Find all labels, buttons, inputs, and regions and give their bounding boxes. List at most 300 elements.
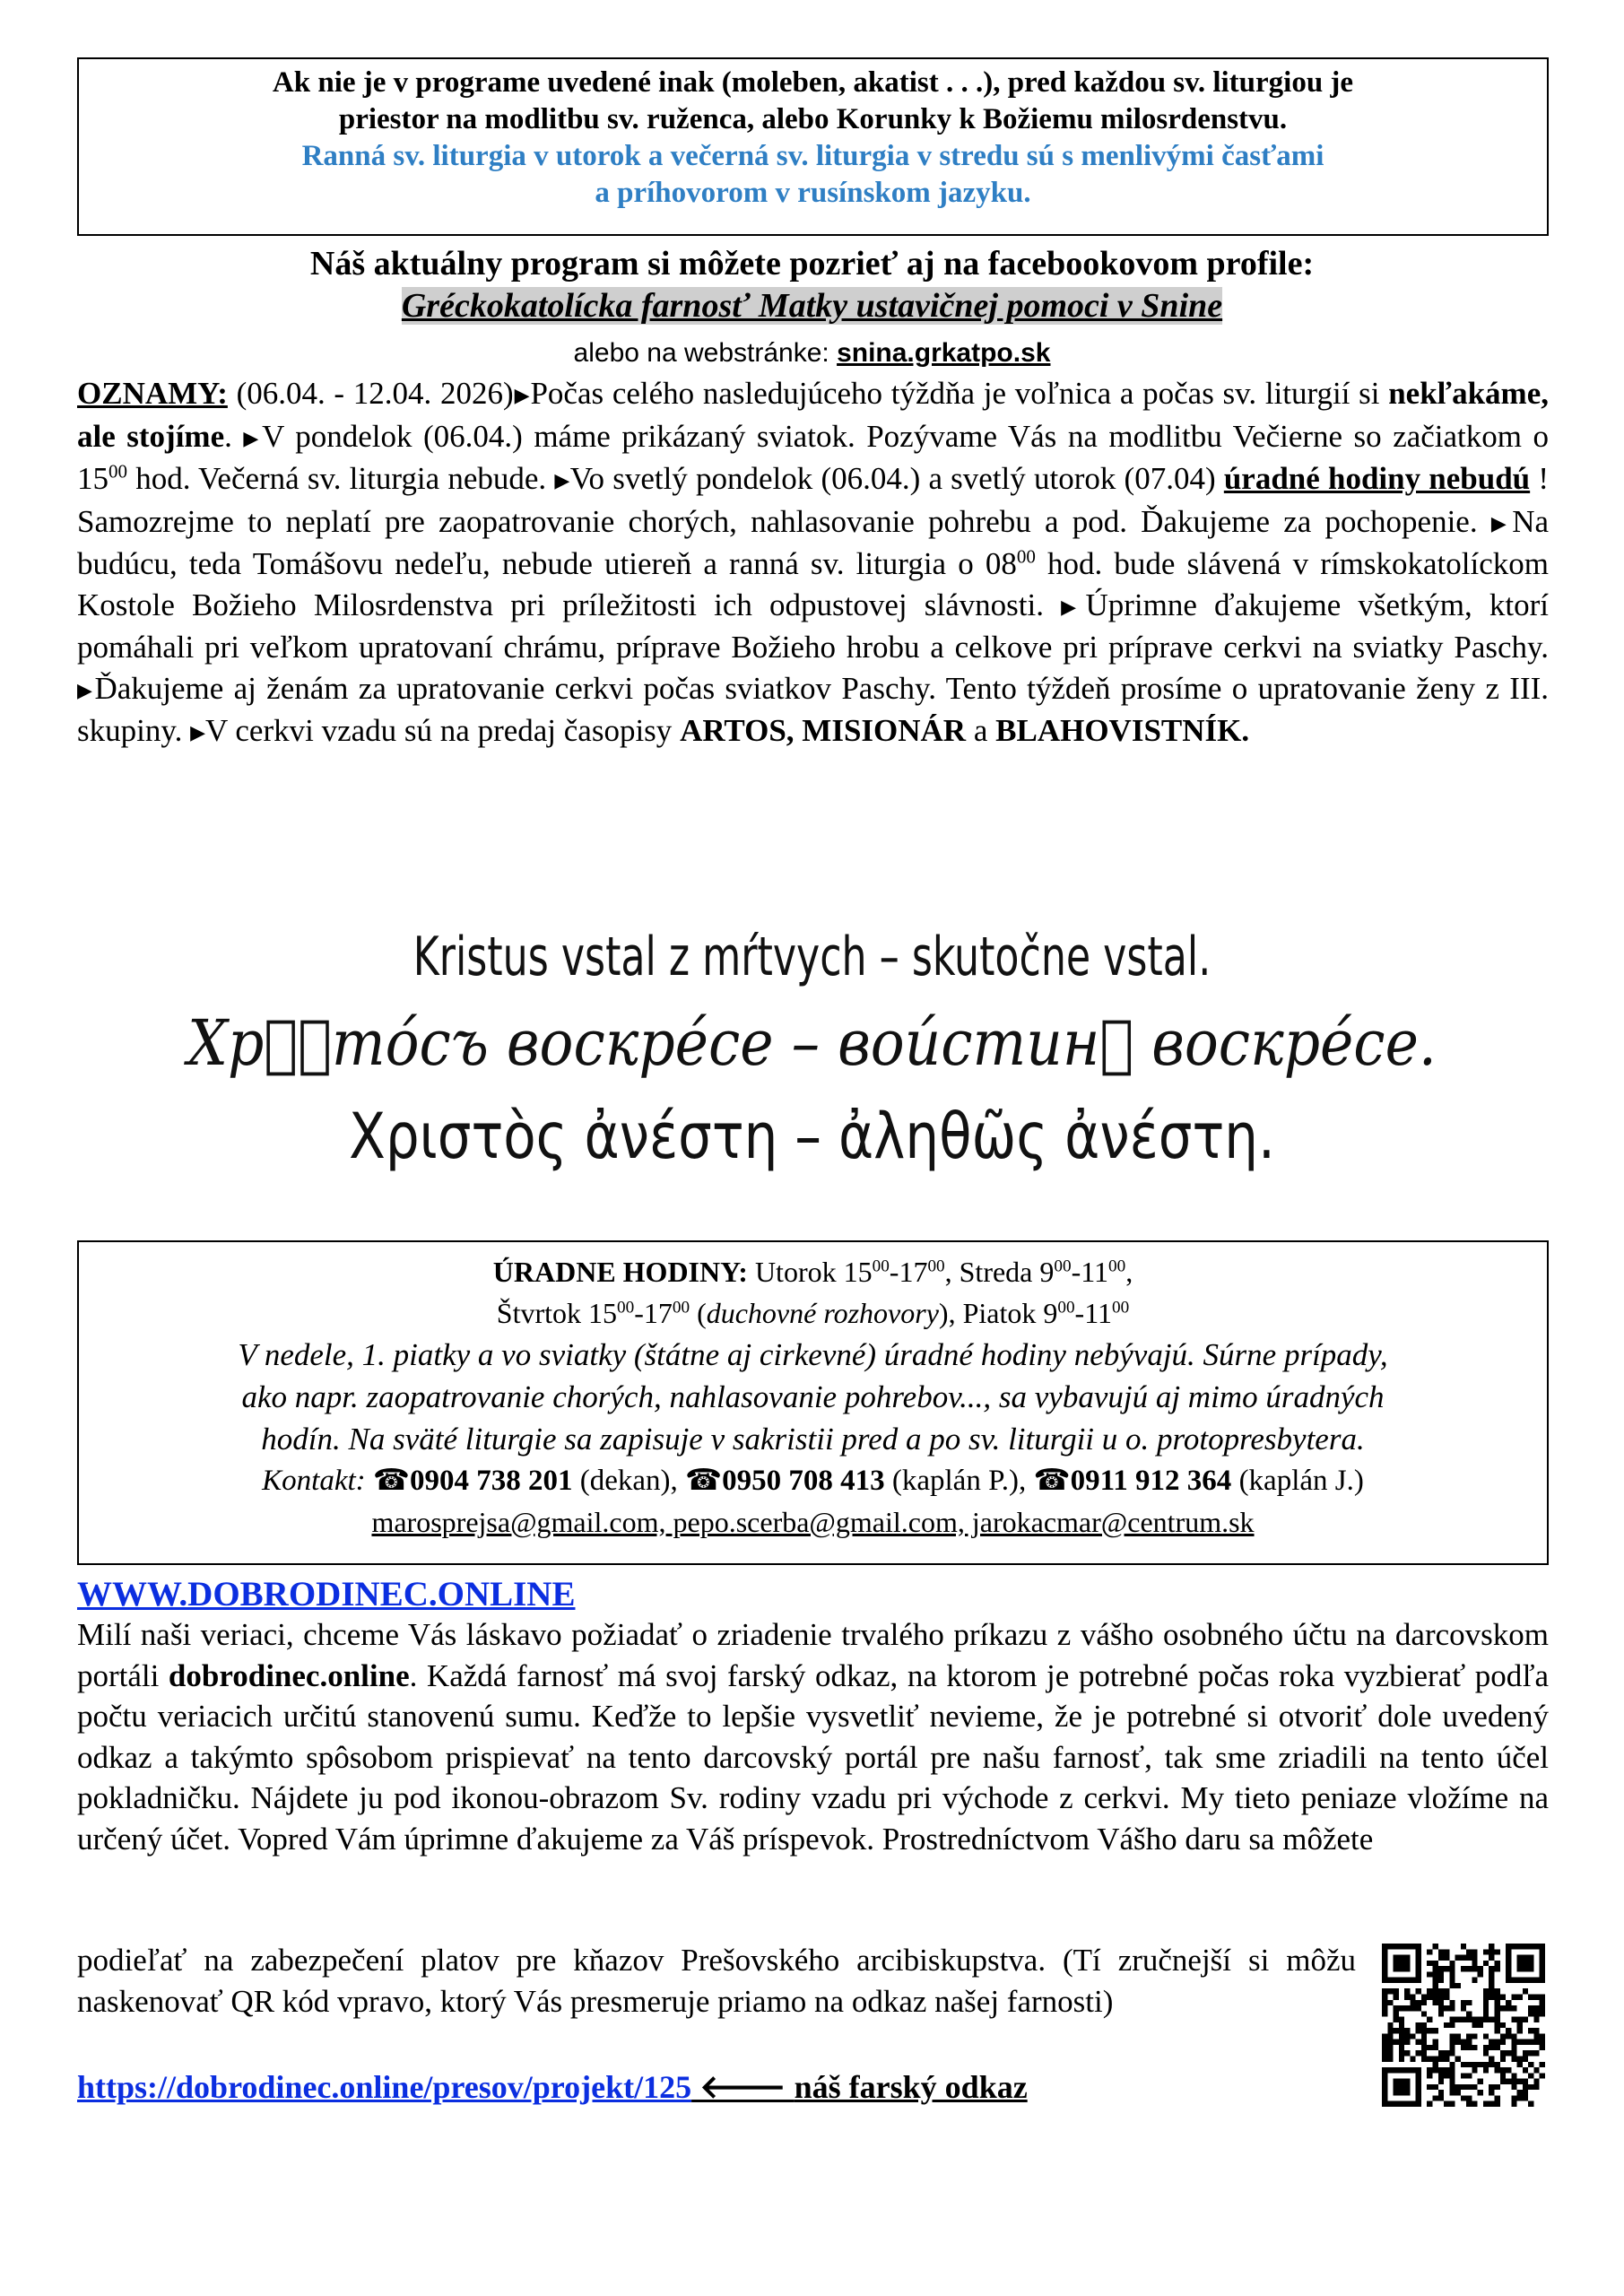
facebook-profile-link[interactable]: Gréckokatolícka farnosť Matky ustavičnej pomoci v Snine [401, 287, 1223, 325]
qr-module [1421, 2045, 1427, 2050]
qr-module [1506, 1944, 1511, 1983]
qr-module [1466, 2045, 1472, 2050]
qr-module [1438, 2090, 1444, 2095]
qr-module [1382, 2045, 1387, 2050]
qr-module [1540, 2033, 1545, 2039]
qr-code [1382, 1944, 1545, 2107]
web-prefix: alebo na webstránke: [573, 338, 838, 368]
qr-module [1500, 2067, 1506, 2073]
qr-module [1455, 2017, 1461, 2022]
contact-line [79, 1460, 1547, 1501]
qr-module [1387, 1988, 1393, 1994]
qr-module [1382, 2057, 1387, 2062]
qr-module [1427, 1961, 1432, 1966]
qr-module [1517, 2079, 1523, 2084]
time: -11 [1071, 1256, 1109, 1288]
qr-module [1523, 2017, 1528, 2022]
qr-module [1416, 2067, 1421, 2107]
qr-module [1483, 1994, 1489, 1999]
phone-dekan[interactable]: 0904 738 201 [409, 1465, 573, 1497]
superscript: 00 [672, 1298, 690, 1318]
qr-module [1489, 2062, 1494, 2067]
qr-module [1489, 2045, 1494, 2050]
qr-module [1528, 2011, 1533, 2016]
dobrodinec-text-2: podieľať na zabezpečení platov pre kňazov Prešovského arcibiskupstva. (Tí zručnejší si môžu naskenovať QR kód vpravo, ktorý Vás presmeruje priamo na odkaz našej farnosti) [77, 1943, 1356, 2019]
phone-kaplan-j[interactable]: 0911 912 364 [1070, 1465, 1232, 1497]
announcement-2: V pondelok (06.04.) máme prikázaný sviatok. Pozývame Vás na modlitbu Večierne so začiatkom o 15 [77, 418, 1550, 496]
qr-module [1427, 2028, 1432, 2033]
qr-module [1528, 1994, 1533, 1999]
qr-module [1523, 2079, 1528, 2084]
office-hours-line-2: Štvrtok $15^{00}-17^{00}$ (duchovné rozhovory), Piatok $9^{00}-11^{00}$ [496, 1297, 1130, 1329]
qr-module [1461, 1944, 1466, 1949]
qr-module [1472, 2084, 1477, 2090]
qr-module [1387, 2050, 1393, 2056]
qr-module [1483, 2000, 1489, 2005]
qr-module [1540, 2000, 1545, 2005]
qr-module [1506, 1978, 1545, 1983]
dobrodinec-title[interactable]: WWW.DOBRODINEC.ONLINE [77, 1575, 576, 1613]
qr-module [1483, 2045, 1489, 2050]
qr-module [1500, 2005, 1506, 2011]
qr-module [1432, 1994, 1437, 1999]
qr-module [1528, 2028, 1533, 2033]
qr-module [1489, 1994, 1494, 1999]
superscript: 00 [617, 1298, 635, 1318]
qr-module [1466, 2000, 1472, 2005]
qr-module [1394, 2028, 1399, 2033]
qr-module [1466, 2101, 1472, 2107]
superscript: 00 [1016, 545, 1036, 568]
qr-module [1517, 2022, 1523, 2028]
qr-module [1449, 1971, 1455, 1977]
qr-module [1533, 2017, 1539, 2022]
qr-module [1500, 2033, 1506, 2039]
emails-line [79, 1501, 1547, 1543]
qr-module [1495, 2062, 1500, 2067]
qr-module [1432, 2062, 1437, 2067]
qr-module [1489, 2057, 1494, 2062]
qr-module [1466, 2084, 1472, 2090]
role: (dekan), [572, 1465, 686, 1497]
greeting-greek: Χριστὸς ἀνέστη – ἀληθῶς ἀνέστη. [349, 1100, 1275, 1173]
office-note-1: V nedele, 1. piatky a vo sviatky (štátne aj cirkevné) úradné hodiny nebývajú. Súrne prípady, [238, 1337, 1388, 1372]
qr-module [1399, 2057, 1404, 2062]
qr-module [1528, 2073, 1533, 2078]
qr-module [1478, 1971, 1483, 1977]
qr-module [1438, 1966, 1444, 1971]
qr-module [1444, 2005, 1449, 2011]
qr-module [1449, 2033, 1455, 2039]
qr-module [1483, 2062, 1489, 2067]
qr-module [1427, 2057, 1432, 2062]
qr-module [1399, 2005, 1404, 2011]
qr-module [1382, 2050, 1387, 2056]
qr-module [1540, 1944, 1545, 1983]
qr-module [1478, 2017, 1483, 2022]
qr-module [1394, 1955, 1411, 1972]
qr-module [1438, 2095, 1444, 2100]
qr-module [1438, 2073, 1444, 2078]
qr-module [1466, 2095, 1472, 2100]
qr-module [1506, 2050, 1511, 2056]
qr-module [1528, 2050, 1533, 2056]
qr-module [1506, 2067, 1511, 2073]
qr-module [1444, 2050, 1449, 2056]
qr-module [1495, 1966, 1500, 1971]
qr-module [1506, 2028, 1511, 2033]
role: (kaplán J.) [1231, 1465, 1364, 1497]
qr-module [1387, 2022, 1393, 2028]
qr-module [1438, 1971, 1444, 1977]
qr-module [1511, 2079, 1516, 2084]
qr-module [1416, 2005, 1421, 2011]
qr-module [1432, 2039, 1437, 2045]
qr-module [1444, 1949, 1449, 1954]
qr-module [1449, 2050, 1455, 2056]
qr-module [1382, 1994, 1387, 1999]
qr-module [1410, 2005, 1415, 2011]
qr-module [1489, 2090, 1494, 2095]
time: -17 [634, 1297, 673, 1329]
qr-module [1438, 2057, 1444, 2062]
qr-module [1399, 2039, 1404, 2045]
qr-module [1404, 2039, 1410, 2045]
qr-module [1466, 2039, 1472, 2045]
qr-module [1387, 2045, 1393, 2050]
announcement-4: Na budúcu, teda Tomášovu nedeľu, nebude utiereň a ranná sv. liturgia o 08 [77, 503, 1550, 581]
qr-module [1517, 1955, 1534, 1972]
tuesday: Utorok 15 [747, 1256, 873, 1288]
greeting-church-slavonic: Хрⷭ҇то́съ воскре́се – вои́стинꙋ воскре́се. [187, 1006, 1437, 1080]
qr-module [1432, 1961, 1437, 1966]
qr-module [1382, 1978, 1421, 1983]
qr-module [1449, 1983, 1455, 1988]
dobrodinec-para-cont: . Každá farnosť má svoj farský odkaz, na ktorom je potrebné počas roka vyzbierať podľa počtu veriacich určitú stanovenú sumu. Keďže to lepšie vysvetliť nevieme, že je potrebné si otvoriť dole uvedený odkaz a takýmto spôsobom prispievať na tento darcovský portál pre našu farnosť, tak sme zriadili na tento účel pokladničku. Nájdete ju pod ikonou-obrazom Sv. rodiny vzadu pri východe z cerkvi. My tieto peniaze vložíme na určený účet. Vopred Vám úprimne ďakujeme za Váš príspevok. Prostredníctvom Vášho daru sa môžete [77, 1657, 1549, 1857]
website-link[interactable]: snina.grkatpo.sk [837, 338, 1051, 368]
qr-module [1523, 1988, 1528, 1994]
qr-module [1533, 2039, 1539, 2045]
qr-module [1483, 2050, 1489, 2056]
announcements-heading: OZNAMY: [77, 376, 228, 411]
qr-module [1382, 2101, 1421, 2107]
announcements-dates: (06.04. - 12.04. 2026) [227, 376, 514, 411]
qr-module [1483, 2011, 1489, 2016]
qr-module [1495, 1988, 1500, 1994]
qr-module [1432, 2095, 1437, 2100]
qr-module [1517, 2057, 1523, 2062]
qr-module [1478, 2022, 1483, 2028]
qr-module [1382, 2039, 1387, 2045]
qr-module [1500, 2039, 1506, 2045]
qr-module [1382, 1988, 1387, 1994]
qr-module [1432, 2000, 1437, 2005]
qr-module [1416, 2000, 1421, 2005]
qr-module [1472, 2062, 1477, 2067]
announcements [77, 373, 1549, 753]
qr-module [1444, 2022, 1449, 2028]
phone-icon: ☎ [1033, 1465, 1071, 1497]
qr-module [1533, 2050, 1539, 2056]
bullet-icon: ▶ [190, 721, 205, 744]
qr-module [1533, 2067, 1539, 2073]
qr-module [1444, 2067, 1449, 2073]
qr-module [1483, 2067, 1489, 2073]
qr-module [1500, 2057, 1506, 2062]
bullet-icon: ▶ [1490, 511, 1513, 535]
qr-module [1410, 2057, 1415, 2062]
qr-module [1382, 1944, 1421, 1949]
qr-module [1427, 2101, 1432, 2107]
qr-module [1461, 1966, 1466, 1971]
punct: , [1125, 1256, 1133, 1288]
qr-module [1500, 2050, 1506, 2056]
office-note-3: hodín. Na sväté liturgie sa zapisuje v sakristii pred a po sv. liturgii u o. protopresbytera. [261, 1422, 1365, 1457]
qr-module [1533, 2011, 1539, 2016]
qr-module [1421, 2000, 1427, 2005]
dobrodinec-text [77, 1614, 1549, 1859]
announcement-5: Úprimne ďakujeme všetkým, ktorí pomáhali pri veľkom upratovaní chrámu, príprave Božieho hrobu a celkove pri príprave cerkvi na sviatky Paschy. [77, 587, 1549, 665]
notice-line-2: priestor na modlitbu sv. ruženca, alebo Korunky k Božiemu milosrdenstvu. [338, 103, 1288, 135]
qr-module [1449, 2084, 1455, 2090]
qr-module [1449, 1966, 1455, 1971]
qr-module [1399, 2022, 1404, 2028]
qr-module [1466, 2017, 1472, 2022]
qr-module [1404, 2033, 1410, 2039]
qr-module [1489, 1978, 1494, 1983]
qr-module [1387, 2000, 1393, 2005]
qr-module [1382, 2005, 1387, 2011]
phone-kaplan-p[interactable]: 0950 708 413 [722, 1465, 885, 1497]
qr-module [1387, 2028, 1393, 2033]
qr-module [1523, 2039, 1528, 2045]
qr-module [1523, 2090, 1528, 2095]
qr-module [1489, 2039, 1494, 2045]
qr-module [1511, 2050, 1516, 2056]
qr-module [1382, 1944, 1387, 1983]
qr-module [1399, 2028, 1404, 2033]
qr-module [1540, 2005, 1545, 2011]
qr-module [1421, 2039, 1427, 2045]
qr-module [1416, 1988, 1421, 1994]
qr-module [1495, 2022, 1500, 2028]
qr-module [1449, 2017, 1455, 2022]
qr-module [1495, 2039, 1500, 2045]
qr-module [1472, 1966, 1477, 1971]
qr-module [1483, 2033, 1489, 2039]
qr-module [1511, 2084, 1516, 2090]
qr-module [1506, 2079, 1511, 2084]
superscript: 00 [1057, 1298, 1075, 1318]
qr-module [1387, 2057, 1393, 2062]
qr-module [1382, 2033, 1387, 2039]
qr-module [1432, 2028, 1437, 2033]
qr-module [1523, 2050, 1528, 2056]
farsky-odkaz-label: náš farský odkaz [794, 2069, 1028, 2105]
qr-module [1495, 2084, 1500, 2090]
qr-module [1511, 2101, 1516, 2107]
qr-module [1511, 2017, 1516, 2022]
qr-module [1432, 1983, 1437, 1988]
qr-module [1533, 1994, 1539, 1999]
qr-module [1472, 2045, 1477, 2050]
qr-module [1483, 2017, 1489, 2022]
qr-module [1511, 2095, 1516, 2100]
qr-module [1466, 2033, 1472, 2039]
qr-module [1449, 2101, 1455, 2107]
qr-module [1432, 1971, 1437, 1977]
qr-module [1421, 2057, 1427, 2062]
qr-module [1382, 2011, 1387, 2016]
dobrodinec-portal: dobrodinec.online [168, 1657, 410, 1693]
bullet-icon: ▶ [513, 384, 531, 406]
qr-module [1517, 1994, 1523, 1999]
office-hours-box [77, 1240, 1549, 1565]
time: -11 [1074, 1297, 1112, 1329]
qr-module [1416, 1944, 1421, 1983]
qr-module [1387, 2039, 1393, 2045]
qr-module [1444, 1955, 1449, 1961]
qr-module [1421, 2022, 1427, 2028]
qr-module [1511, 2073, 1516, 2078]
farsky-odkaz-link[interactable]: https://dobrodinec.online/presov/projekt/125 [77, 2069, 692, 2105]
greeting-slovak: Kristus vstal z mŕtvych – skutočne vstal. [413, 926, 1211, 988]
qr-module [1461, 2045, 1466, 2050]
qr-module [1495, 2101, 1500, 2107]
qr-module [1461, 2005, 1466, 2011]
superscript: 00 [1108, 1257, 1126, 1276]
announcement-6: Ďakujeme aj ženám za upratovanie cerkvi počas sviatkov Paschy. Tento týždeň prosíme o upratovanie ženy z III. skupiny. [77, 670, 1550, 748]
qr-module [1461, 2073, 1466, 2078]
qr-module [1489, 1955, 1494, 1961]
qr-module [1404, 1994, 1410, 1999]
qr-module [1421, 2028, 1427, 2033]
office-hours-line-1 [79, 1251, 1547, 1292]
dobrodinec-para: Milí naši veriaci, chceme Vás láskavo požiadať o zriadenie trvalého príkazu z vášho osobného účtu na darcovskom portáli [77, 1617, 1549, 1693]
qr-module [1472, 2101, 1477, 2107]
qr-module [1540, 2062, 1545, 2067]
qr-module [1449, 2022, 1455, 2028]
qr-module [1399, 2033, 1404, 2039]
qr-module [1523, 2067, 1528, 2073]
web-line [0, 335, 1624, 371]
qr-module [1461, 2084, 1466, 2090]
notice-line-1: Ak nie je v programe uvedené inak (moleben, akatist . . .), pred každou sv. liturgiou je [272, 66, 1354, 99]
announcement-1: Počas celého nasledujúceho týždňa je voľnica a počas sv. liturgií si [530, 376, 1389, 411]
qr-module [1432, 1944, 1437, 1949]
superscript: 00 [109, 460, 127, 483]
qr-module [1533, 2033, 1539, 2039]
qr-module [1540, 2045, 1545, 2050]
qr-module [1528, 2039, 1533, 2045]
qr-module [1533, 2079, 1539, 2084]
announcement-3: Vo svetlý pondelok (06.04.) a svetlý utorok (07.04) [569, 461, 1224, 496]
qr-module [1438, 2050, 1444, 2056]
qr-module [1489, 1966, 1494, 1971]
qr-module [1449, 2045, 1455, 2050]
qr-module [1444, 1966, 1449, 1971]
arrow-left-icon: 🡐 [691, 2069, 795, 2105]
qr-module [1438, 2011, 1444, 2016]
facebook-profile-line [0, 285, 1624, 326]
phone-icon: ☎ [685, 1465, 723, 1497]
qr-module [1394, 2017, 1399, 2022]
qr-module [1394, 2011, 1399, 2016]
qr-module [1427, 2045, 1432, 2050]
qr-module [1382, 2000, 1387, 2005]
qr-module [1421, 1994, 1427, 1999]
qr-module [1399, 2050, 1404, 2056]
qr-module [1495, 1994, 1500, 1999]
qr-module [1466, 2011, 1472, 2016]
farsky-odkaz-line [77, 2066, 1028, 2108]
qr-module [1404, 2050, 1410, 2056]
qr-module [1455, 2090, 1461, 2095]
facebook-intro: Náš aktuálny program si môžete pozrieť aj na facebookovom profile: [309, 245, 1315, 283]
qr-module [1533, 2005, 1539, 2011]
thursday: Štvrtok 15 [496, 1297, 618, 1329]
qr-module [1427, 1949, 1432, 1954]
bullet-icon: ▶ [1061, 595, 1086, 618]
qr-module [1427, 2073, 1432, 2078]
qr-module [1506, 2005, 1511, 2011]
qr-module [1394, 1994, 1399, 1999]
qr-module [1427, 1988, 1432, 1994]
qr-module [1495, 2095, 1500, 2100]
qr-module [1394, 2005, 1399, 2011]
qr-module [1511, 1994, 1516, 1999]
qr-module [1495, 2000, 1500, 2005]
qr-module [1511, 2057, 1516, 2062]
qr-module [1523, 2095, 1528, 2100]
bullet-icon: ▶ [77, 678, 95, 701]
qr-module [1449, 2067, 1455, 2073]
qr-module [1495, 1961, 1500, 1966]
qr-module [1444, 2057, 1449, 2062]
qr-module [1511, 2045, 1516, 2050]
thursday-note: duchovné rozhovory [706, 1297, 939, 1329]
qr-module [1511, 2005, 1516, 2011]
qr-module [1495, 2005, 1500, 2011]
qr-module [1461, 2000, 1466, 2005]
qr-module [1472, 1961, 1477, 1966]
qr-module [1472, 2067, 1477, 2073]
qr-module [1421, 2011, 1427, 2016]
qr-module [1444, 1988, 1449, 1994]
qr-module [1489, 2101, 1494, 2107]
time: -17 [889, 1256, 928, 1288]
qr-module [1489, 1988, 1494, 1994]
qr-module [1432, 1988, 1437, 1994]
notice-line-4: a príhovorom v rusínskom jazyku. [595, 177, 1031, 209]
superscript: 00 [927, 1257, 945, 1276]
notice-line-3: Ranná sv. liturgia v utorok a večerná sv. liturgia v stredu sú s menlivými časťami [301, 140, 1324, 172]
qr-module [1416, 2022, 1421, 2028]
qr-module [1472, 2017, 1477, 2022]
qr-module [1483, 2101, 1489, 2107]
qr-module [1461, 1955, 1466, 1961]
qr-module [1438, 2005, 1444, 2011]
phone-icon: ☎ [372, 1465, 410, 1497]
superscript: 00 [1054, 1257, 1072, 1276]
punct: . [224, 418, 244, 454]
email-links[interactable]: marosprejsa@gmail.com, pepo.scerba@gmail.com, jarokacmar@centrum.sk [371, 1506, 1255, 1538]
qr-module [1432, 2084, 1437, 2090]
qr-module [1517, 2062, 1523, 2067]
qr-module [1489, 1971, 1494, 1977]
announcement-4-end: hod. bude slávená v rímskokatolíckom Kostole Božieho Milosrdenstva pri príležitosti ich odpustovej slávnosti. [77, 546, 1549, 622]
qr-module [1495, 2017, 1500, 2022]
